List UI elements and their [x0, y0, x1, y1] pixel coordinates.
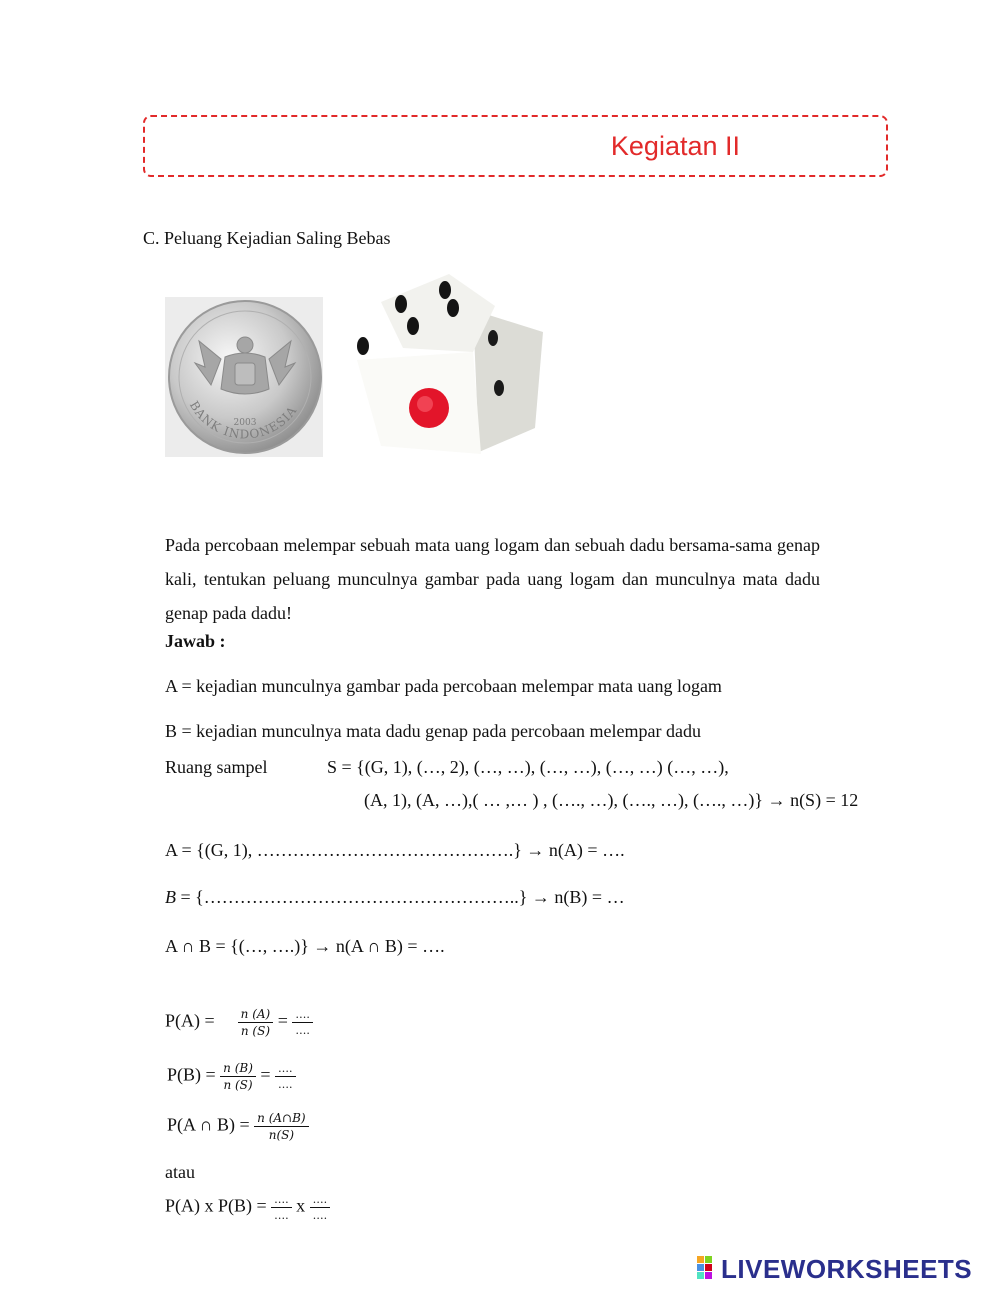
product-2-numerator: …. [310, 1193, 331, 1208]
event-a-definition: A = kejadian munculnya gambar pada percobaan melempar mata uang logam [165, 676, 722, 696]
pb-equals: = [260, 1064, 271, 1085]
pa-answer-denominator: …. [295, 1024, 310, 1037]
pb-fraction [220, 1061, 256, 1092]
brand-name: LIVEWORKSHEETS [721, 1253, 973, 1284]
probability-b-formula [167, 1061, 296, 1092]
liveworksheets-blocks-icon [697, 1256, 721, 1282]
dice-image [345, 268, 545, 460]
answer-label: Jawab : [165, 631, 226, 651]
pab-fraction [254, 1111, 308, 1142]
pab-label: P(A ∩ B) = [167, 1114, 250, 1135]
pb-answer-numerator: …. [275, 1062, 296, 1077]
product-1-numerator: …. [271, 1193, 292, 1208]
liveworksheets-logo[interactable] [697, 1254, 972, 1284]
pa-fraction [238, 1007, 274, 1038]
product-fraction-2 [310, 1193, 331, 1222]
pab-denominator: n(S) [268, 1128, 295, 1142]
product-label: P(A) x P(B) = [165, 1195, 267, 1216]
set-b-line [165, 887, 625, 908]
coin-arc-text: BANK INDONESIA [186, 398, 300, 442]
pa-equals: = [277, 1010, 288, 1031]
probability-a-and-b-formula [167, 1111, 309, 1142]
pa-denominator: n (S) [240, 1024, 271, 1038]
pb-answer-denominator: …. [278, 1078, 293, 1091]
product-formula [165, 1193, 330, 1222]
pb-label: P(B) = [167, 1064, 216, 1085]
pab-numerator: n (A∩B) [254, 1111, 308, 1127]
set-a-line: A = {(G, 1), …………………………………….} → n(A) = …. [165, 840, 625, 860]
product-2-denominator: …. [312, 1209, 328, 1222]
header-box [143, 115, 888, 177]
event-b-definition: B = kejadian munculnya mata dadu genap pada percobaan melempar dadu [165, 721, 701, 741]
coin-year: 2003 [233, 418, 257, 428]
activity-title: Kegiatan II [610, 131, 740, 161]
product-times: x [296, 1195, 306, 1216]
sample-space-line-2: (A, 1), (A, …),( … ,… ) , (…., …), (…., …), (…., …)} → n(S) = 12 [364, 790, 859, 810]
atau-label: atau [165, 1162, 195, 1182]
sample-space-label: Ruang sampel [165, 757, 268, 777]
coin-image [165, 297, 323, 457]
product-fraction-1 [271, 1193, 292, 1222]
section-heading: C. Peluang Kejadian Saling Bebas [143, 228, 391, 248]
problem-text: Pada percobaan melempar sebuah mata uang logam dan sebuah dadu bersama-sama genap kali, tentukan peluang munculnya gambar pada uang logam dan munculnya mata dadu genap pada dadu! [165, 535, 820, 623]
pb-numerator: n (B) [220, 1061, 256, 1077]
product-1-denominator: …. [274, 1209, 289, 1222]
pa-answer-fraction [292, 1008, 313, 1037]
pa-numerator: n (A) [238, 1007, 274, 1023]
pa-answer-numerator: …. [292, 1008, 313, 1023]
pb-denominator: n (S) [223, 1078, 253, 1092]
set-a-intersect-b-line: A ∩ B = {(…, ….)} → n(A ∩ B) = …. [165, 936, 445, 956]
set-b-variable: B [165, 887, 176, 907]
pa-label: P(A) = [165, 1010, 215, 1031]
set-b-rest: = {……………………………………………..} → n(B) = … [176, 887, 625, 907]
probability-a-formula [165, 1007, 313, 1038]
pb-answer-fraction [275, 1062, 296, 1091]
sample-space-line-1: S = {(G, 1), (…, 2), (…, …), (…, …), (…, …) (…, …), [327, 757, 729, 777]
